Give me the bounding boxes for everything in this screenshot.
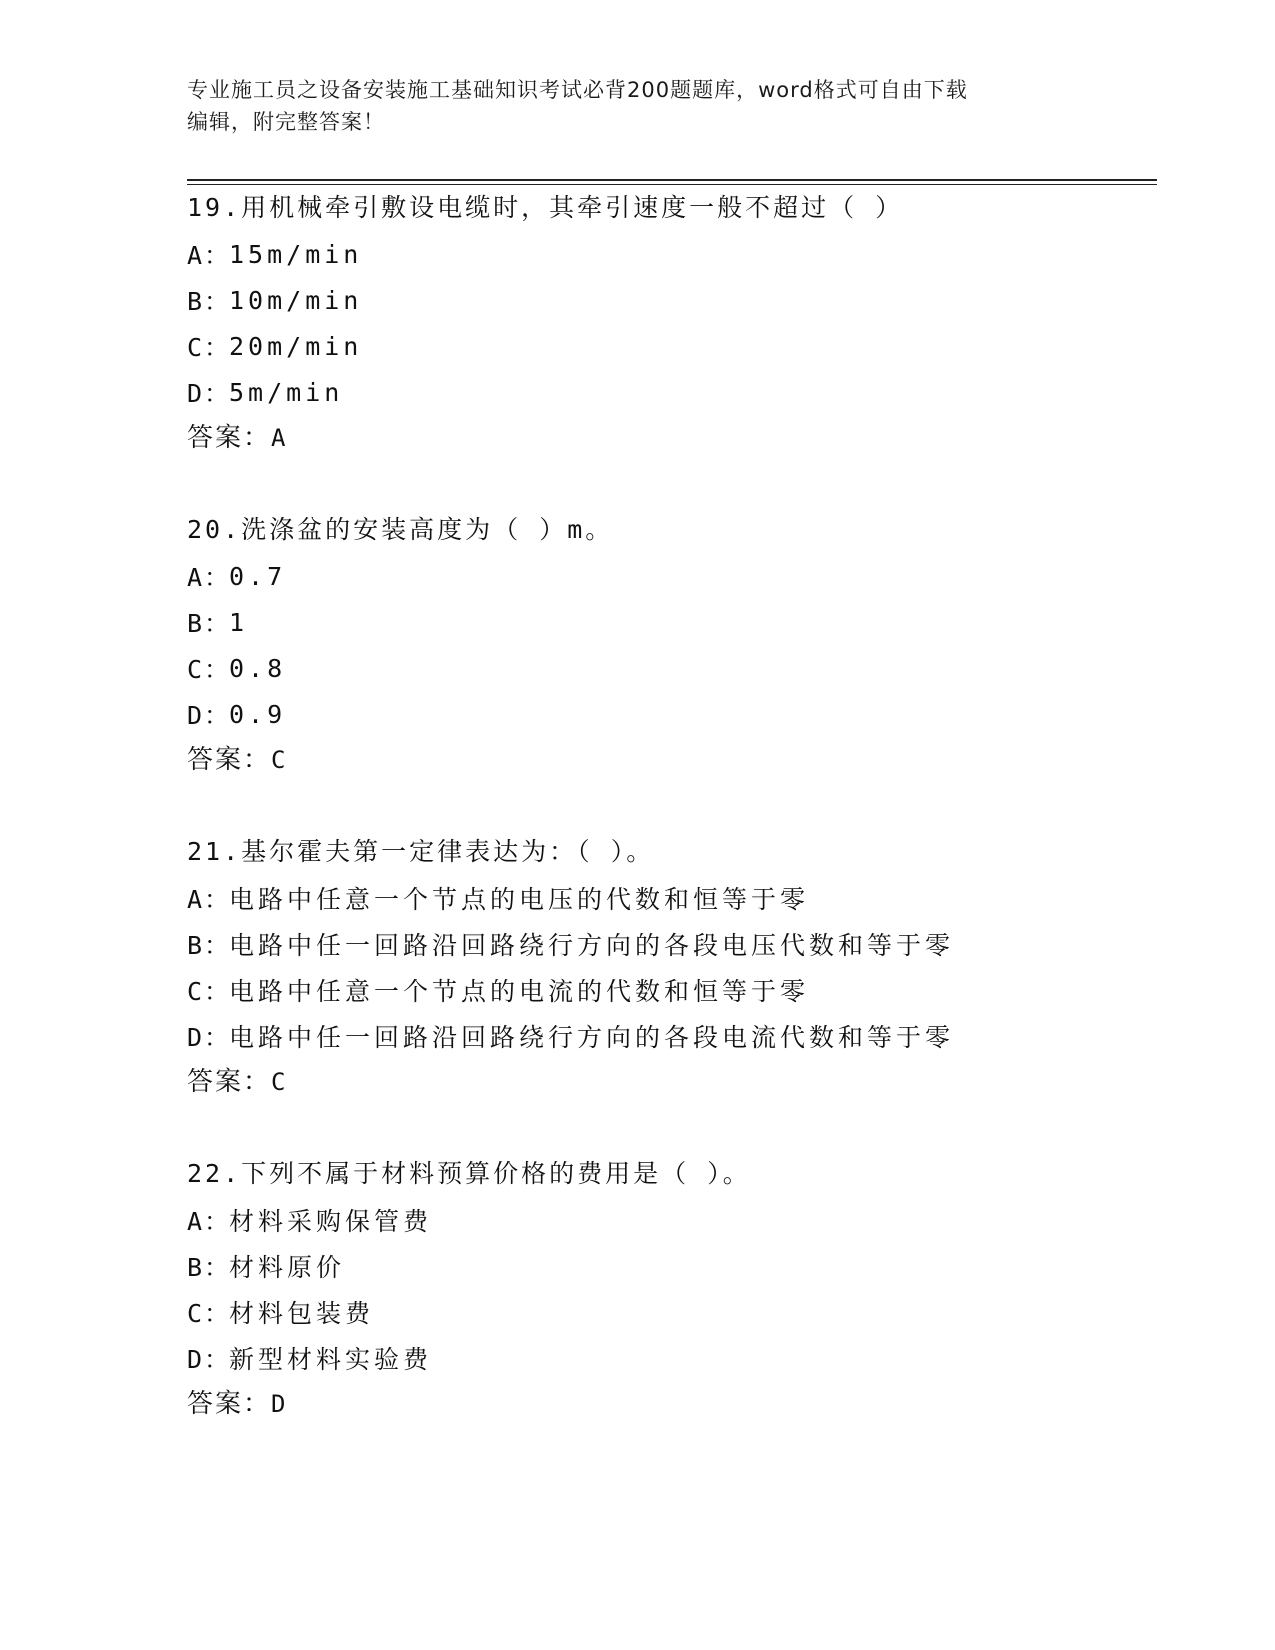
answer-label: 答案： [187, 423, 272, 453]
answer-value: D [271, 1390, 288, 1418]
answer-label: 答案： [187, 1389, 272, 1419]
option-d: D： 电路中任一回路沿回路绕行方向的各段电流代数和等于零 [187, 1023, 955, 1052]
answer-line [187, 737, 1167, 783]
answer-line [187, 1381, 1167, 1427]
option-c: C： 电路中任意一个节点的电流的代数和恒等于零 [187, 977, 810, 1006]
answer-label: 答案： [187, 745, 272, 775]
header-line-2: 编辑，附完整答案！ [187, 110, 385, 134]
question-title: 20.洗涤盆的安装高度为（ ）m。 [187, 515, 614, 544]
option-a: A： 15m/min [187, 239, 363, 270]
option-c: C： 20m/min [187, 331, 363, 362]
answer-line [187, 415, 1167, 461]
question-21 [187, 829, 1167, 1105]
answer-line [187, 1059, 1167, 1105]
option-d: D： 5m/min [187, 377, 344, 408]
question-title: 19.用机械牵引敷设电缆时，其牵引速度一般不超过（ ） [187, 193, 904, 222]
option-b: B： 材料原价 [187, 1253, 346, 1282]
question-title: 22.下列不属于材料预算价格的费用是（ ）。 [187, 1159, 751, 1188]
option-d: D： 0.9 [187, 699, 287, 730]
answer-value: A [271, 424, 288, 452]
option-d: D： 新型材料实验费 [187, 1345, 433, 1374]
document-header [187, 74, 1067, 138]
header-divider-top [187, 179, 1157, 181]
answer-value: C [271, 746, 288, 774]
question-22 [187, 1151, 1167, 1427]
option-b: B： 1 [187, 607, 249, 638]
option-a: A： 材料采购保管费 [187, 1207, 433, 1236]
header-line-1: 专业施工员之设备安装施工基础知识考试必背200题题库，word格式可自由下载 [187, 78, 968, 102]
question-title: 21.基尔霍夫第一定律表达为：（ ）。 [187, 837, 655, 866]
option-a: A： 0.7 [187, 561, 287, 592]
option-c: C： 材料包装费 [187, 1299, 375, 1328]
answer-value: C [271, 1068, 288, 1096]
question-19 [187, 185, 1167, 461]
option-a: A： 电路中任意一个节点的电压的代数和恒等于零 [187, 885, 810, 914]
option-c: C： 0.8 [187, 653, 287, 684]
answer-label: 答案： [187, 1067, 272, 1097]
question-20 [187, 507, 1167, 783]
option-b: B： 10m/min [187, 285, 363, 316]
option-b: B： 电路中任一回路沿回路绕行方向的各段电压代数和等于零 [187, 931, 955, 960]
